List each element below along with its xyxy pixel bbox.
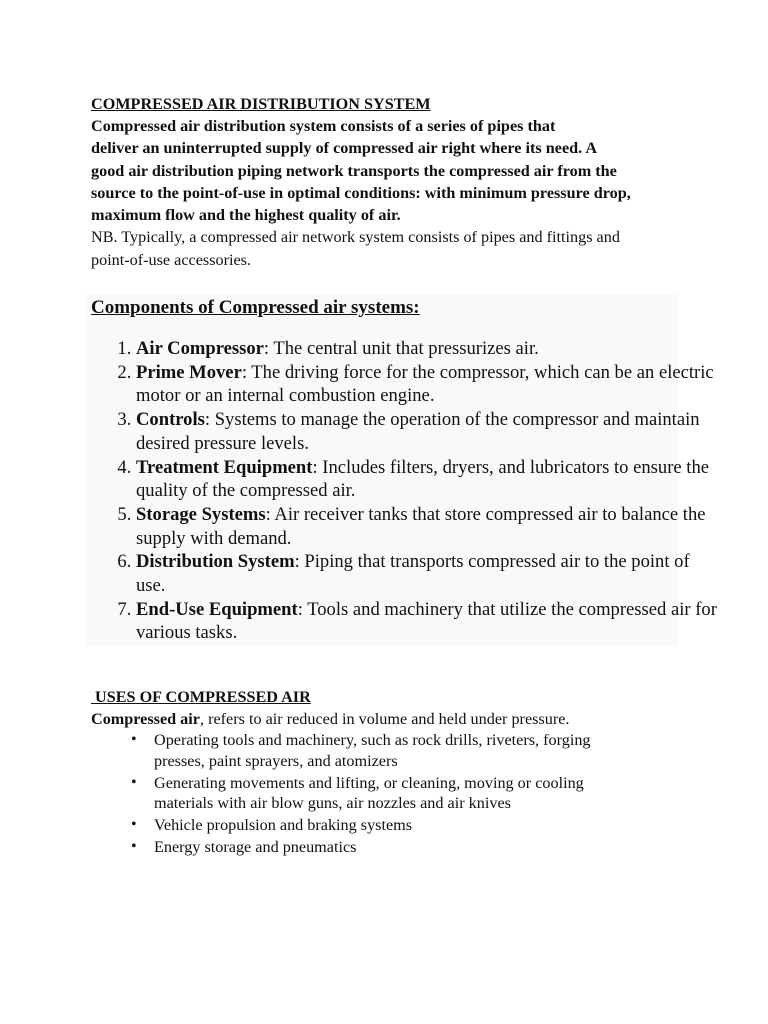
bullet-line: presses, paint sprayers, and atomizers: [154, 751, 398, 770]
distribution-system-section: [91, 94, 691, 271]
list-item: [136, 503, 721, 550]
bullet-line: Vehicle propulsion and braking systems: [154, 816, 413, 834]
component-term: Distribution System: [136, 551, 295, 573]
nb-line: NB. Typically, a compressed air network system consists of pipes and fittings and: [91, 228, 620, 247]
component-term: Storage Systems: [136, 503, 266, 525]
definition-paragraph: [91, 708, 691, 730]
intro-line: maximum flow and the highest quality of air.: [91, 206, 401, 225]
intro-line: Compressed air distribution system consists of a series of pipes that: [91, 117, 556, 135]
list-item: [131, 837, 691, 858]
bullet-icon: •: [131, 731, 137, 748]
component-desc: : Tools and machinery that utilize the compressed air for various tasks.: [136, 598, 717, 644]
bullet-icon: •: [131, 838, 137, 855]
intro-line: good air distribution piping network transports the compressed air from the: [91, 161, 617, 180]
nb-paragraph: [91, 226, 691, 271]
uses-section: [91, 687, 691, 859]
intro-paragraph: [91, 115, 691, 226]
bullet-icon: •: [131, 773, 137, 791]
bullet-line: Energy storage and pneumatics: [154, 838, 357, 856]
list-item: [131, 730, 691, 771]
components-panel: [86, 294, 717, 646]
definition-term: Compressed air: [91, 710, 200, 728]
list-item: [136, 598, 721, 645]
definition-text: , refers to air reduced in volume and held under pressure.: [199, 710, 570, 728]
list-item: [136, 456, 721, 503]
component-term: Air Compressor: [136, 338, 264, 359]
section-title: COMPRESSED AIR DISTRIBUTION SYSTEM: [91, 95, 431, 113]
list-item: [136, 408, 721, 455]
component-desc: : Includes filters, dryers, and lubricators to ensure the quality of the compressed air.: [136, 456, 710, 502]
component-term: Controls: [136, 409, 205, 431]
nb-line: point-of-use accessories.: [91, 250, 252, 269]
uses-list: [91, 730, 691, 858]
intro-line: deliver an uninterrupted supply of compressed air right where its need. A: [91, 139, 598, 158]
list-item: [136, 361, 721, 408]
components-list: [86, 337, 721, 645]
component-desc: : Air receiver tanks that store compressed air to balance the supply with demand.: [136, 503, 706, 549]
bullet-line: Generating movements and lifting, or cleaning, moving or cooling: [154, 773, 584, 792]
component-desc: : Systems to manage the operation of the compressor and maintain desired pressure levels.: [136, 409, 700, 454]
bullet-icon: •: [131, 816, 137, 833]
component-desc: : Piping that transports compressed air to the point of use.: [136, 551, 690, 597]
list-item: [131, 773, 691, 814]
bullet-line: Operating tools and machinery, such as rock drills, riveters, forging: [154, 731, 591, 749]
component-term: Treatment Equipment: [136, 456, 313, 478]
list-item: [136, 337, 721, 361]
list-item: [131, 815, 691, 836]
component-desc: : The driving force for the compressor, which can be an electric motor or an internal combustion engine.: [136, 361, 714, 407]
intro-line: source to the point-of-use in optimal conditions: with minimum pressure drop,: [91, 183, 631, 202]
component-term: Prime Mover: [136, 361, 242, 383]
component-desc: : The central unit that pressurizes air.: [263, 338, 539, 359]
component-term: End-Use Equipment: [136, 598, 298, 620]
uses-title: USES OF COMPRESSED AIR: [91, 688, 311, 706]
list-item: [136, 550, 721, 597]
components-heading: Components of Compressed air systems:: [91, 297, 420, 318]
bullet-line: materials with air blow guns, air nozzles and air knives: [154, 794, 511, 812]
